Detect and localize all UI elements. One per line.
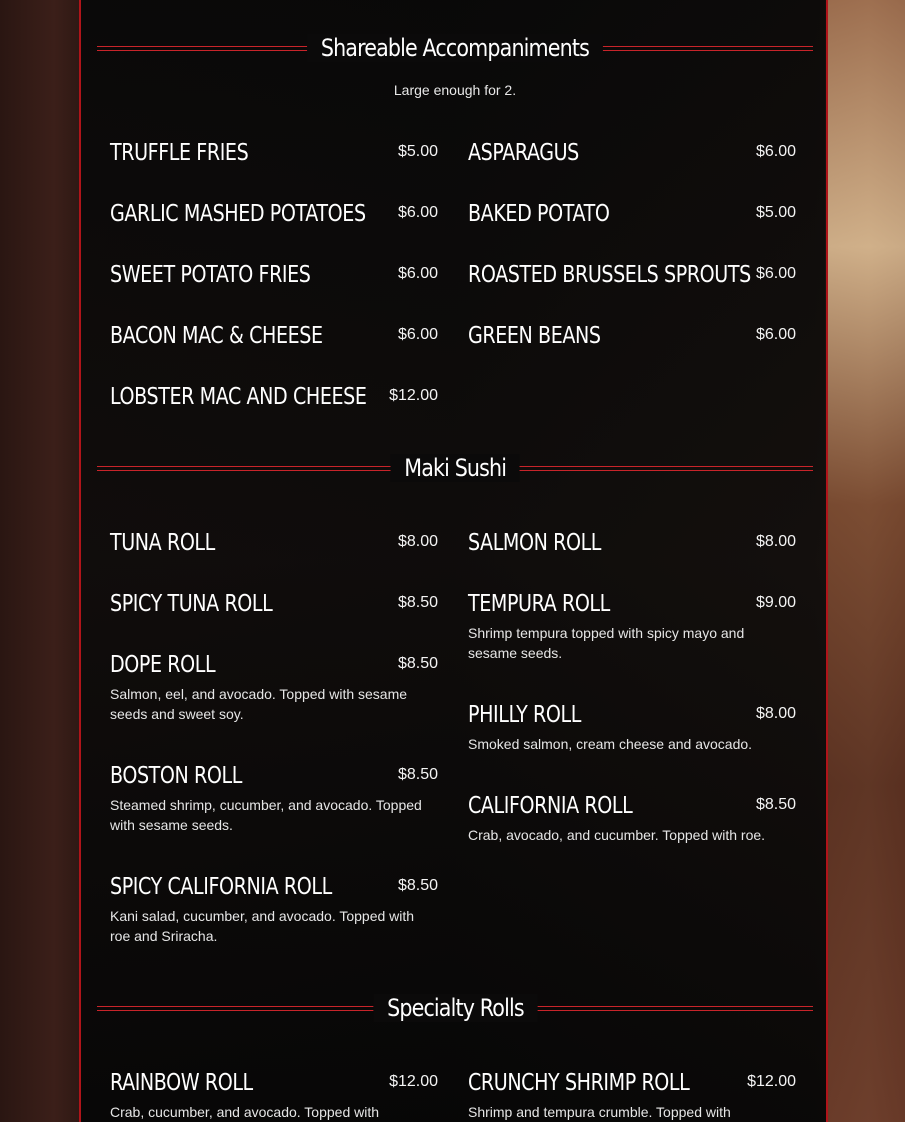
item-price: $6.00: [755, 143, 796, 160]
section-title: Maki Sushi: [390, 454, 519, 482]
menu-item[interactable]: [468, 201, 796, 233]
item-price: $6.00: [397, 204, 438, 221]
menu-item[interactable]: [468, 530, 796, 562]
item-name: RAINBOW ROLL: [110, 1070, 253, 1096]
menu-item[interactable]: [468, 140, 796, 172]
item-price: $6.00: [755, 265, 796, 282]
menu-item[interactable]: [468, 793, 796, 845]
section-subtitle: Large enough for 2.: [393, 82, 517, 98]
item-price: $8.00: [397, 533, 438, 550]
item-description: Crab, avocado, and cucumber. Topped with roe.: [468, 827, 766, 843]
item-name: BOSTON ROLL: [110, 763, 242, 789]
menu-item[interactable]: [468, 323, 796, 355]
menu-item[interactable]: [468, 591, 796, 663]
item-price: $8.50: [755, 796, 796, 813]
item-name: GREEN BEANS: [468, 323, 601, 349]
item-name: TUNA ROLL: [110, 530, 215, 556]
item-price: $12.00: [747, 1073, 796, 1090]
item-description: Shrimp and tempura crumble. Topped with: [468, 1104, 731, 1120]
background-image: [825, 0, 905, 1122]
menu-item[interactable]: [110, 530, 438, 562]
menu-item[interactable]: [110, 591, 438, 623]
menu-item[interactable]: [110, 1070, 438, 1122]
item-description: Shrimp tempura topped with spicy mayo and sesame seeds.: [468, 625, 745, 661]
item-description: Smoked salmon, cream cheese and avocado.: [468, 736, 753, 752]
menu-item[interactable]: [110, 262, 438, 294]
item-price: $8.50: [397, 594, 438, 611]
menu-panel: [79, 0, 828, 1122]
menu-item[interactable]: [110, 384, 438, 416]
item-name: BAKED POTATO: [468, 201, 610, 227]
item-name: TRUFFLE FRIES: [110, 140, 249, 166]
item-description: Steamed shrimp, cucumber, and avocado. Topped with sesame seeds.: [110, 797, 422, 833]
item-name: SPICY CALIFORNIA ROLL: [110, 874, 332, 900]
menu-item[interactable]: [468, 1070, 796, 1122]
item-price: $6.00: [397, 326, 438, 343]
item-name: DOPE ROLL: [110, 652, 216, 678]
menu-item[interactable]: [110, 874, 438, 946]
item-name: TEMPURA ROLL: [468, 591, 610, 617]
item-name: ASPARAGUS: [468, 140, 579, 166]
menu-item[interactable]: [110, 140, 438, 172]
menu-item[interactable]: [110, 652, 438, 724]
menu-item[interactable]: [110, 763, 438, 835]
section-header-shareable: [97, 28, 813, 68]
menu-item[interactable]: [468, 702, 796, 754]
item-price: $12.00: [389, 1073, 438, 1090]
item-name: ROASTED BRUSSELS SPROUTS: [468, 262, 751, 288]
item-price: $12.00: [389, 387, 438, 404]
section-header-maki: [97, 448, 813, 488]
menu-item[interactable]: [110, 201, 438, 233]
item-name: SALMON ROLL: [468, 530, 602, 556]
menu-item[interactable]: [110, 323, 438, 355]
item-price: $5.00: [755, 204, 796, 221]
item-price: $9.00: [755, 594, 796, 611]
item-description: Crab, cucumber, and avocado. Topped with: [110, 1104, 380, 1120]
item-name: BACON MAC & CHEESE: [110, 323, 323, 349]
item-description: Salmon, eel, and avocado. Topped with sesame seeds and sweet soy.: [110, 686, 408, 722]
item-name: SWEET POTATO FRIES: [110, 262, 311, 288]
item-price: $6.00: [755, 326, 796, 343]
item-price: $8.50: [397, 655, 438, 672]
item-name: PHILLY ROLL: [468, 702, 581, 728]
section-title: Specialty Rolls: [373, 994, 537, 1022]
item-price: $8.50: [397, 766, 438, 783]
item-price: $5.00: [397, 143, 438, 160]
section-title: Shareable Accompaniments: [307, 34, 603, 62]
item-price: $8.50: [397, 877, 438, 894]
item-name: SPICY TUNA ROLL: [110, 591, 273, 617]
item-name: CRUNCHY SHRIMP ROLL: [468, 1070, 690, 1096]
item-price: $8.00: [755, 705, 796, 722]
item-price: $6.00: [397, 265, 438, 282]
item-name: LOBSTER MAC AND CHEESE: [110, 384, 367, 410]
section-header-specialty: [97, 988, 813, 1028]
item-price: $8.00: [755, 533, 796, 550]
menu-item[interactable]: [468, 262, 796, 294]
item-name: CALIFORNIA ROLL: [468, 793, 633, 819]
item-description: Kani salad, cucumber, and avocado. Topped with roe and Sriracha.: [110, 908, 415, 944]
item-name: GARLIC MASHED POTATOES: [110, 201, 366, 227]
